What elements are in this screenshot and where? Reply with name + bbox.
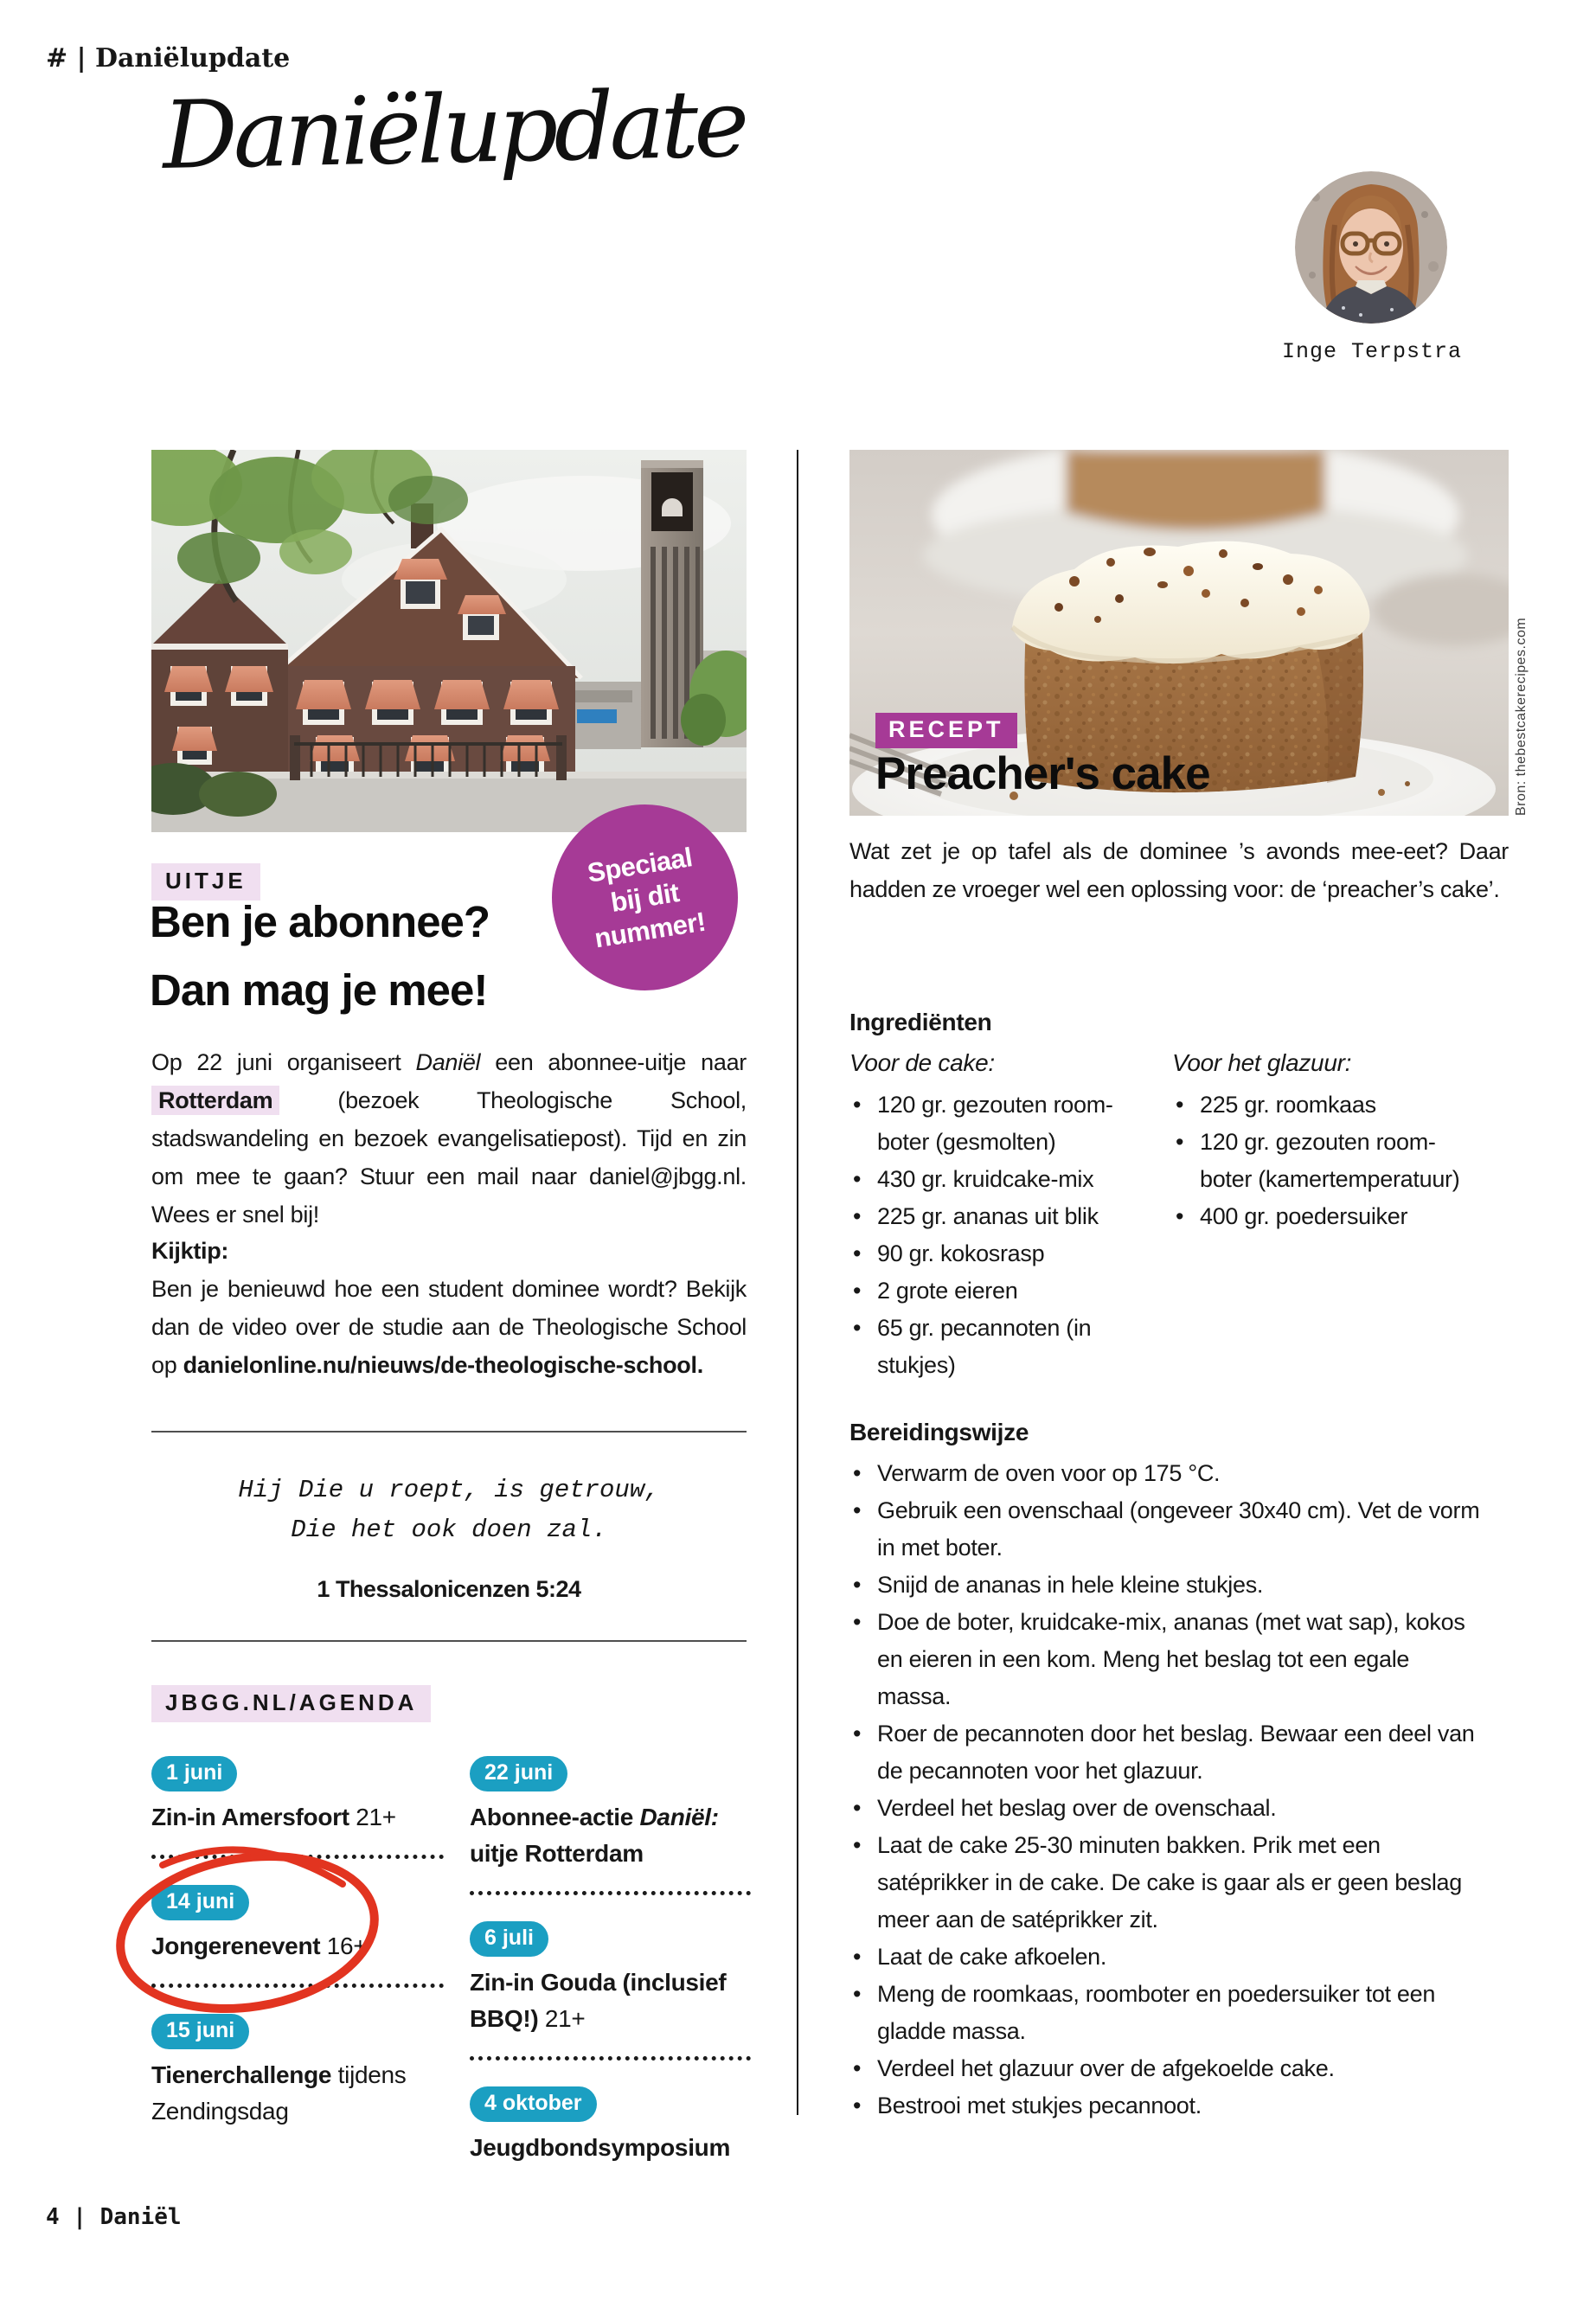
- glaze-label: Voor het glazuur:: [1172, 1049, 1352, 1076]
- method-step: • Snijd de ananas in hele kleine stukjes.: [849, 1567, 1483, 1604]
- date-pill: 1 juni: [151, 1756, 237, 1791]
- recipe-headline: Preacher's cake: [875, 748, 1210, 799]
- method-heading: Bereidingswijze: [849, 1419, 1029, 1445]
- street-scene-illustration: [151, 450, 747, 832]
- column-divider: [797, 450, 798, 2115]
- page-header: # | Daniëlupdate: [46, 43, 291, 74]
- ingredient: • 400 gr. poedersuiker: [1172, 1198, 1461, 1235]
- magazine-title-script: Daniëlupdate: [161, 69, 747, 191]
- article-intro: Op 22 juni organiseert Daniël een abonnee-uitje naar Rotterdam (bezoek Theologische School, stadswandeling en bezoek evangelisatiepost). Tijd en zin om mee te gaan? Stuur een mail naar daniel@jbgg.nl. Wees er snel bij!: [151, 1049, 747, 1227]
- dotted-separator: [470, 1891, 751, 1895]
- verse-line-2: Die het ook doen zal.: [291, 1516, 607, 1544]
- divider-rule-top: [151, 1431, 747, 1433]
- method-step: • Laat de cake afkoelen.: [849, 1939, 1483, 1976]
- agenda-column-right: [470, 1756, 751, 2166]
- ingredients-section: [849, 1009, 1509, 1384]
- section-tag-recept: RECEPT: [875, 713, 1017, 748]
- dotted-separator: [151, 1984, 444, 1988]
- article-headline: [150, 888, 490, 1024]
- verse-reference: 1 Thessalonicenzen 5:24: [317, 1576, 581, 1602]
- method-step: • Verdeel het beslag over de ovenschaal.: [849, 1790, 1483, 1827]
- kijktip-block: Kijktip: Ben je benieuwd hoe een student dominee wordt? Bekijk dan de video over de studie aan de Theologische School op danielonline.nu/nieuws/de-theologische-school.: [151, 1232, 747, 1384]
- date-pill: 14 juni: [151, 1885, 249, 1920]
- highlighted-word-rotterdam: Rotterdam: [151, 1086, 279, 1115]
- agenda-item: 4 oktober Jeugdbondsymposium: [470, 2086, 751, 2166]
- cake-label: Voor de cake:: [849, 1049, 995, 1076]
- recipe-intro: Wat zet je op tafel als de dominee ’s avonds mee-eet? Daar hadden ze vroeger wel een oplossing voor: de ‘preacher’s cake’.: [849, 838, 1509, 902]
- ingredient: • 225 gr. ananas uit blik: [849, 1198, 1128, 1235]
- divider-rule-bottom: [151, 1640, 747, 1642]
- ingredient: • 90 gr. kokosrasp: [849, 1235, 1128, 1272]
- blue-sign: [577, 709, 617, 723]
- date-pill: 4 oktober: [470, 2086, 597, 2122]
- author-name: Inge Terpstra: [1281, 339, 1462, 364]
- special-badge-text: Speciaal bij dit nummer!: [585, 841, 708, 953]
- agenda-item: 6 juli Zin-in Gouda (inclusief BBQ!) 21+: [470, 1921, 751, 2037]
- headline-line-2: Dan mag je mee!: [150, 965, 488, 1015]
- dotted-separator: [151, 1855, 444, 1859]
- ingredient: • 225 gr. roomkaas: [1172, 1086, 1461, 1124]
- agenda-label: JBGG.NL/AGENDA: [151, 1685, 431, 1722]
- photo-credit: Bron: thebestcakerecipes.com: [1514, 617, 1529, 816]
- video-url: danielonline.nu/nieuws/de-theologische-school.: [183, 1352, 703, 1378]
- author-photo: [1295, 171, 1447, 324]
- method-step: • Verdeel het glazuur over de afgekoelde cake.: [849, 2050, 1483, 2087]
- agenda-item-circled: 14 juni Jongerenevent 16+: [151, 1885, 444, 1965]
- agenda-heading: [151, 1685, 431, 1722]
- ingredient: • 430 gr. kruidcake-mix: [849, 1161, 1128, 1198]
- article-photo-theological-school: [151, 450, 747, 832]
- method-step: • Meng de roomkaas, roomboter en poedersuiker tot een gladde massa.: [849, 1976, 1483, 2050]
- magazine-name-italic: Daniël: [415, 1049, 481, 1075]
- headline-line-1: Ben je abonnee?: [150, 897, 490, 946]
- uitje-label: UITJE: [151, 863, 260, 901]
- verse-line-1: Hij Die u roept, is getrouw,: [238, 1476, 660, 1504]
- ingredient: • 120 gr. gezouten room-boter (kamertemperatuur): [1172, 1124, 1461, 1198]
- agenda-item: 15 juni Tienerchallenge tijdens Zendingsdag: [151, 2014, 444, 2130]
- ingredient: • 65 gr. pecannoten (in stukjes): [849, 1310, 1128, 1384]
- date-pill: 15 juni: [151, 2014, 249, 2049]
- dotted-separator: [470, 2056, 751, 2061]
- method-step: • Verwarm de oven voor op 175 °C.: [849, 1455, 1483, 1492]
- agenda-column-left: [151, 1756, 444, 2166]
- method-step: • Laat de cake 25-30 minuten bakken. Prik met een satéprikker in de cake. De cake is gaar als er geen beslag meer aan de satéprikker zit.: [849, 1827, 1483, 1939]
- author-portrait-illustration: [1295, 171, 1447, 324]
- agenda-item: 22 juni Abonnee-actie Daniël: uitje Rotterdam: [470, 1756, 751, 1872]
- method-section: [849, 1419, 1509, 2125]
- intro-text: Op 22 juni organiseert: [151, 1049, 416, 1075]
- kijktip-label: Kijktip:: [151, 1238, 229, 1264]
- date-pill: 22 juni: [470, 1756, 567, 1791]
- method-step: • Roer de pecannoten door het beslag. Bewaar een deel van de pecannoten voor het glazuur.: [849, 1715, 1483, 1790]
- agenda-item: 1 juni Zin-in Amersfoort 21+: [151, 1756, 444, 1836]
- page-footer: 4 | Daniël: [46, 2204, 182, 2230]
- method-step: • Bestrooi met stukjes pecannoot.: [849, 2087, 1483, 2125]
- date-pill: 6 juli: [470, 1921, 548, 1957]
- ingredients-glaze-column: [1172, 1045, 1466, 1384]
- ingredient: • 2 grote eieren: [849, 1272, 1128, 1310]
- method-step: • Doe de boter, kruidcake-mix, ananas (met wat sap), kokos en eieren in een kom. Meng het beslag tot een egale massa.: [849, 1604, 1483, 1715]
- ingredients-cake-column: [849, 1045, 1151, 1384]
- special-badge: [552, 804, 738, 990]
- method-step: • Gebruik een ovenschaal (ongeveer 30x40 cm). Vet de vorm in met boter.: [849, 1492, 1483, 1567]
- ingredients-heading: Ingrediënten: [849, 1009, 992, 1035]
- agenda-list: [151, 1756, 751, 2166]
- ingredient: • 120 gr. gezouten room-boter (gesmolten): [849, 1086, 1128, 1161]
- bible-verse: [151, 1471, 747, 1609]
